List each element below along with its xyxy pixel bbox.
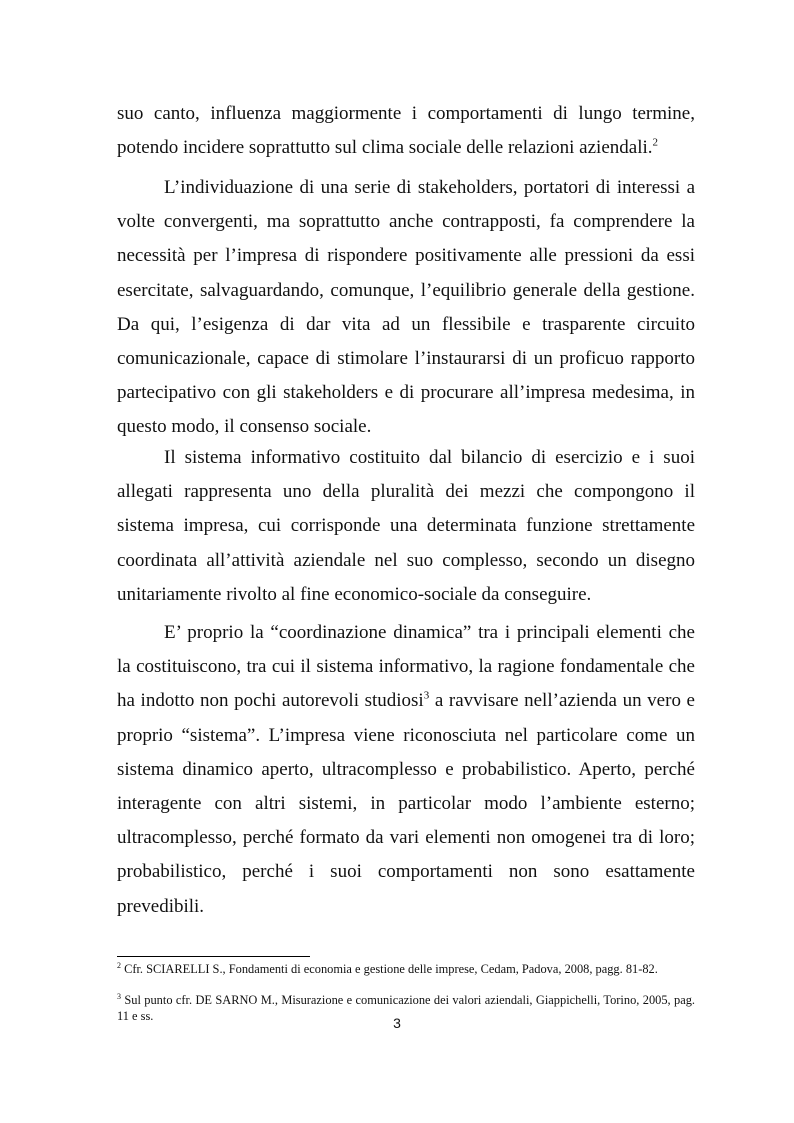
- footnote-ref-3[interactable]: 3: [423, 690, 430, 703]
- paragraph-1: suo canto, influenza maggiormente i comportamenti di lungo termine, potendo incidere soprattutto sul clima sociale delle relazioni aziendali.$^2$: [117, 103, 695, 159]
- page-number: 3: [393, 1015, 401, 1031]
- paragraph-3: Il sistema informativo costituito dal bilancio di esercizio e i suoi allegati rappresenta uno della pluralità dei mezzi che compongono il sistema impresa, cui corrisponde una determinata funzione strettamente coordinata all’attività aziendale nel suo complesso, secondo un disegno unitariamente rivolto al fine economico-sociale da conseguire.: [117, 447, 695, 605]
- footnote-ref-2[interactable]: 2: [652, 136, 658, 149]
- footnote-3: $^3$ Sul punto cfr. DE SARNO M., Misurazione e comunicazione dei valori aziendali, Giappichelli, Torino, 2005, pag. 11 e ss.: [117, 991, 695, 1023]
- footnote-separator: [117, 956, 310, 957]
- paragraph-4: E’ proprio la “coordinazione dinamica” tra i principali elementi che la costituiscono, tra cui il sistema informativo, la ragione fondamentale che ha indotto non pochi autorevoli studiosi$^3$ a ravvisare nell’azienda un vero e proprio “sistema”. L’impresa viene riconosciuta nel particolare come un sistema dinamico aperto, ultracomplesso e probabilistico. Aperto, perché interagente con altri sistemi, in particolar modo l’ambiente esterno; ultracomplesso, perché formato da vari elementi non omogenei tra di loro; probabilistico, perché i suoi comportamenti non sono esattamente prevedibili.: [117, 622, 695, 917]
- paragraph-2: L’individuazione di una serie di stakeholders, portatori di interessi a volte convergenti, ma soprattutto anche contrapposti, fa comprendere la necessità per l’impresa di rispondere positivamente alle pressioni da essi esercitate, salvaguardando, comunque, l’equilibrio generale della gestione. Da qui, l’esigenza di dar vita ad un flessibile e trasparente circuito comunicazionale, capace di stimolare l’instaurarsi di un proficuo rapporto partecipativo con gli stakeholders e di procurare all’impresa medesima, in questo modo, il consenso sociale.: [117, 177, 695, 438]
- footnote-2: $^2$ Cfr. SCIARELLI S., Fondamenti di economia e gestione delle imprese, Cedam, Padova, 2008, pagg. 81-82.: [117, 960, 658, 976]
